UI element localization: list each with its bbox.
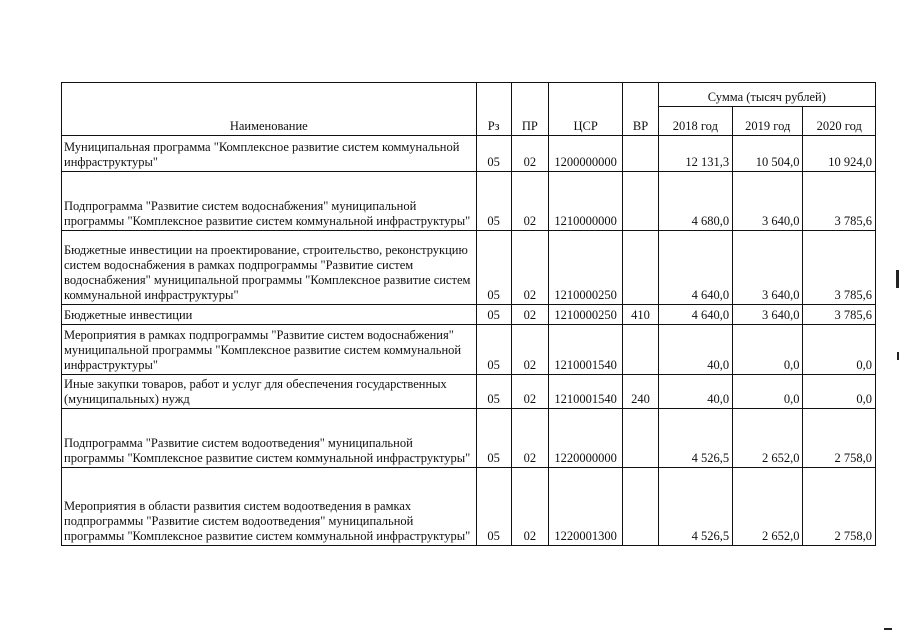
row-pr: 02	[511, 325, 548, 375]
row-name: Иные закупки товаров, работ и услуг для обеспечения государственных (муниципальных) нужд	[62, 375, 477, 409]
row-2019: 0,0	[733, 375, 803, 409]
row-rz: 05	[476, 409, 511, 468]
row-2020: 3 785,6	[803, 172, 876, 231]
row-vr	[623, 136, 658, 172]
row-csr: 1200000000	[548, 136, 622, 172]
row-name: Бюджетные инвестиции на проектирование, строительство, реконструкцию систем водоснабжения в рамках подпрограммы "Развитие систем водоснабжения" муниципальной программы "Комплексное развитие систем коммунальной инфраструктуры"	[62, 231, 477, 305]
row-pr: 02	[511, 305, 548, 325]
scan-mark	[896, 270, 899, 288]
header-2019: 2019 год	[733, 107, 803, 136]
table-row	[62, 305, 876, 325]
row-2018: 40,0	[658, 325, 732, 375]
row-2020: 0,0	[803, 375, 876, 409]
row-2019: 3 640,0	[733, 305, 803, 325]
row-name: Мероприятия в области развития систем водоотведения в рамках подпрограммы "Развитие систем водоотведения" муниципальной программы "Комплексное развитие систем коммунальной инфраструктуры"	[62, 468, 477, 546]
row-2020: 10 924,0	[803, 136, 876, 172]
row-rz: 05	[476, 468, 511, 546]
row-vr	[623, 172, 658, 231]
row-name: Мероприятия в рамках подпрограммы "Развитие систем водоснабжения" муниципальной программы "Комплексное развитие систем коммунальной инфраструктуры"	[62, 325, 477, 375]
row-vr: 240	[623, 375, 658, 409]
row-rz: 05	[476, 375, 511, 409]
header-vr: ВР	[623, 83, 658, 136]
row-rz: 05	[476, 231, 511, 305]
row-csr: 1210000000	[548, 172, 622, 231]
row-2018: 12 131,3	[658, 136, 732, 172]
row-2020: 3 785,6	[803, 305, 876, 325]
row-csr: 1220000000	[548, 409, 622, 468]
table-row	[62, 172, 876, 231]
header-2018: 2018 год	[658, 107, 732, 136]
header-rz: Рз	[476, 83, 511, 136]
table-row	[62, 136, 876, 172]
row-2019: 10 504,0	[733, 136, 803, 172]
row-rz: 05	[476, 305, 511, 325]
row-2020: 2 758,0	[803, 409, 876, 468]
table-row	[62, 468, 876, 546]
row-csr: 1220001300	[548, 468, 622, 546]
row-2019: 3 640,0	[733, 172, 803, 231]
table-row	[62, 325, 876, 375]
row-2018: 4 526,5	[658, 468, 732, 546]
row-vr: 410	[623, 305, 658, 325]
row-csr: 1210001540	[548, 375, 622, 409]
row-pr: 02	[511, 172, 548, 231]
row-vr	[623, 231, 658, 305]
row-2020: 0,0	[803, 325, 876, 375]
row-2018: 4 680,0	[658, 172, 732, 231]
scan-mark	[897, 352, 899, 360]
row-csr: 1210000250	[548, 305, 622, 325]
row-2020: 3 785,6	[803, 231, 876, 305]
row-name: Подпрограмма "Развитие систем водоснабжения" муниципальной программы "Комплексное развитие систем коммунальной инфраструктуры"	[62, 172, 477, 231]
row-2018: 4 640,0	[658, 231, 732, 305]
header-pr: ПР	[511, 83, 548, 136]
table-row	[62, 375, 876, 409]
row-name: Подпрограмма "Развитие систем водоотведения" муниципальной программы "Комплексное развитие систем коммунальной инфраструктуры"	[62, 409, 477, 468]
row-rz: 05	[476, 325, 511, 375]
header-2020: 2020 год	[803, 107, 876, 136]
row-name: Бюджетные инвестиции	[62, 305, 477, 325]
row-2018: 40,0	[658, 375, 732, 409]
row-vr	[623, 409, 658, 468]
row-pr: 02	[511, 375, 548, 409]
header-row-top	[62, 83, 876, 107]
row-rz: 05	[476, 172, 511, 231]
row-2019: 2 652,0	[733, 468, 803, 546]
table-row	[62, 409, 876, 468]
row-vr	[623, 468, 658, 546]
table-row	[62, 231, 876, 305]
row-rz: 05	[476, 136, 511, 172]
row-2019: 3 640,0	[733, 231, 803, 305]
row-pr: 02	[511, 231, 548, 305]
row-csr: 1210001540	[548, 325, 622, 375]
scan-mark	[884, 628, 892, 630]
header-sum-group: Сумма (тысяч рублей)	[658, 83, 875, 107]
row-2020: 2 758,0	[803, 468, 876, 546]
row-pr: 02	[511, 468, 548, 546]
header-csr: ЦСР	[548, 83, 622, 136]
row-csr: 1210000250	[548, 231, 622, 305]
row-2018: 4 526,5	[658, 409, 732, 468]
row-2018: 4 640,0	[658, 305, 732, 325]
row-pr: 02	[511, 409, 548, 468]
row-pr: 02	[511, 136, 548, 172]
row-vr	[623, 325, 658, 375]
header-name: Наименование	[62, 83, 477, 136]
row-2019: 2 652,0	[733, 409, 803, 468]
budget-table	[61, 82, 876, 546]
row-name: Муниципальная программа "Комплексное развитие систем коммунальной инфраструктуры"	[62, 136, 477, 172]
row-2019: 0,0	[733, 325, 803, 375]
